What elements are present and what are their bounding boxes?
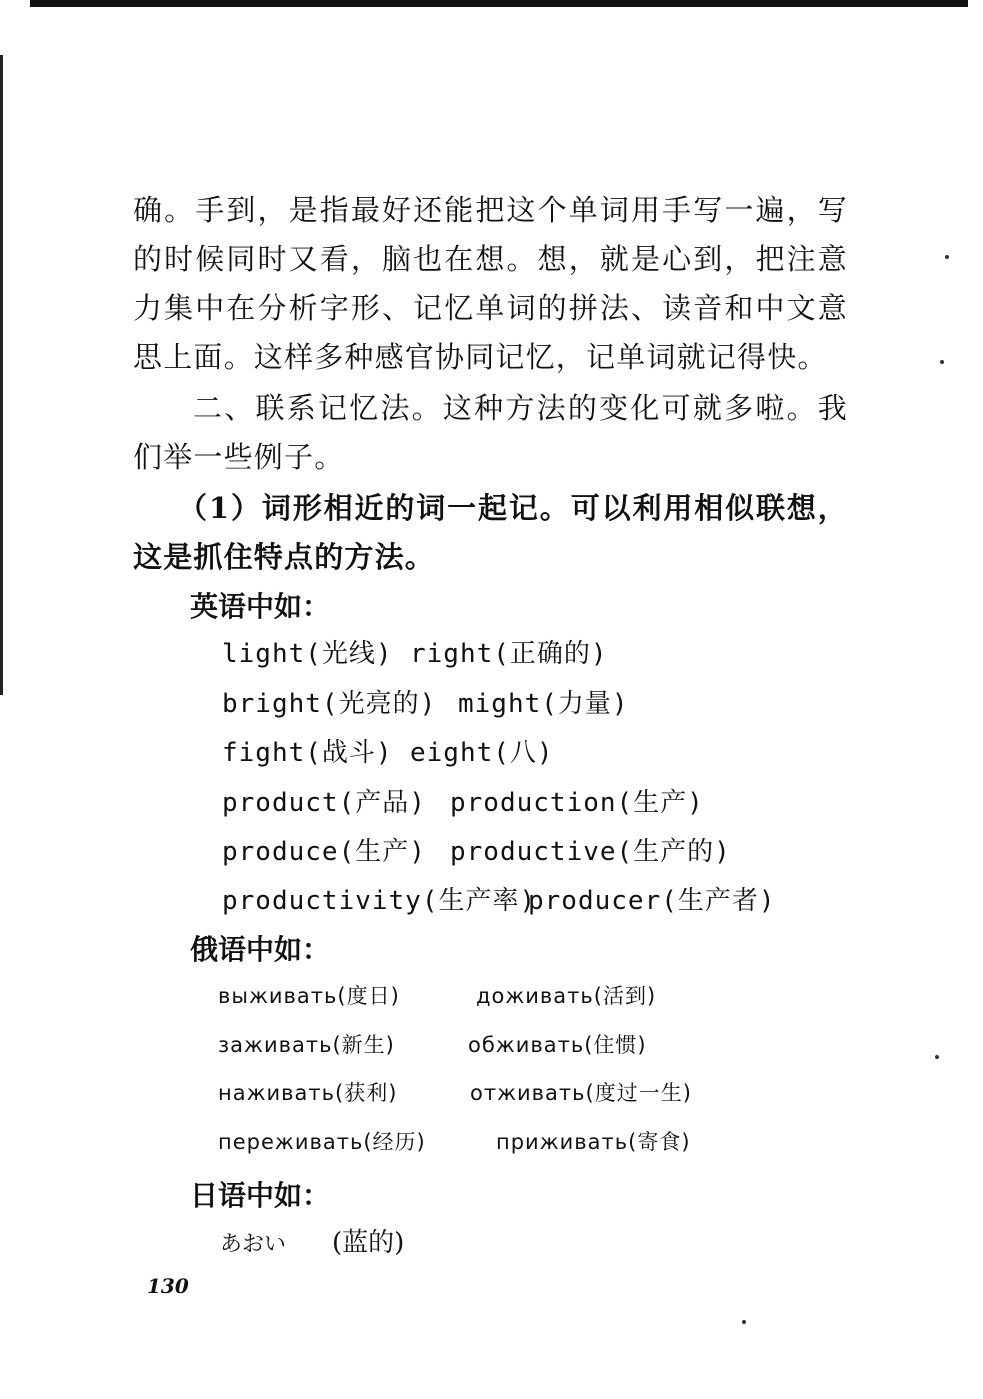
russian-row [218, 1029, 647, 1059]
russian-row [218, 1077, 692, 1107]
english-row [222, 831, 731, 868]
word-left: produce(生产) [222, 837, 426, 867]
word-right: productive(生产的) [450, 837, 731, 867]
word-right: обживать(住惯) [468, 1033, 647, 1057]
word-left: あおい [220, 1232, 287, 1257]
paragraph-2: 二、联系记忆法。这种方法的变化可就多啦。我们举一些例子。 [133, 391, 848, 474]
word-left: light(光线) [222, 639, 393, 669]
paragraph-1: 确。手到，是指最好还能把这个单词用手写一遍，写的时候同时又看，脑也在想。想，就是心到，把注意力集中在分析字形、记忆单词的拼法、读音和中文意思上面。这样多种感官协同记忆，记单词就记得快。 [133, 193, 848, 374]
scan-speck [940, 360, 944, 364]
word-right: приживать(寄食) [496, 1130, 691, 1154]
top-rule [30, 0, 968, 7]
left-margin-rule [0, 55, 3, 695]
english-label: 英语中如： [190, 590, 331, 623]
word-right: доживать(活到) [476, 984, 657, 1008]
japanese-label: 日语中如： [190, 1179, 331, 1212]
russian-label: 俄语中如： [190, 933, 331, 966]
english-row [222, 732, 554, 769]
scan-speck [945, 255, 949, 259]
word-left: fight(战斗) [222, 738, 393, 768]
word-left: заживать(新生) [218, 1033, 395, 1057]
english-row [222, 633, 608, 670]
scan-speck [742, 1320, 746, 1324]
paragraph-3: （1）词形相近的词一起记。可以利用相似联想，这是抓住特点的方法。 [133, 491, 848, 574]
word-right: (蓝的) [332, 1228, 405, 1258]
japanese-row [220, 1222, 404, 1259]
word-left: наживать(获利) [218, 1081, 398, 1105]
word-left: выживать(度日) [218, 984, 400, 1008]
russian-row [218, 1126, 691, 1156]
word-left: переживать(经历) [218, 1130, 426, 1154]
russian-row [218, 980, 656, 1010]
scan-speck [935, 1055, 939, 1059]
word-right: отживать(度过一生) [470, 1081, 692, 1105]
english-row [222, 782, 704, 819]
word-left: product(产品) [222, 788, 426, 818]
word-left: bright(光亮的) [222, 689, 437, 719]
english-row [222, 880, 776, 917]
word-right: production(生产) [450, 788, 704, 818]
word-left: productivity(生产率) [222, 886, 537, 916]
word-right: eight(八) [410, 738, 554, 768]
word-right: right(正确的) [410, 639, 608, 669]
word-right: might(力量) [458, 689, 629, 719]
word-right: producer(生产者) [528, 886, 776, 916]
english-row [222, 683, 629, 720]
page-number: 130 [147, 1274, 189, 1298]
